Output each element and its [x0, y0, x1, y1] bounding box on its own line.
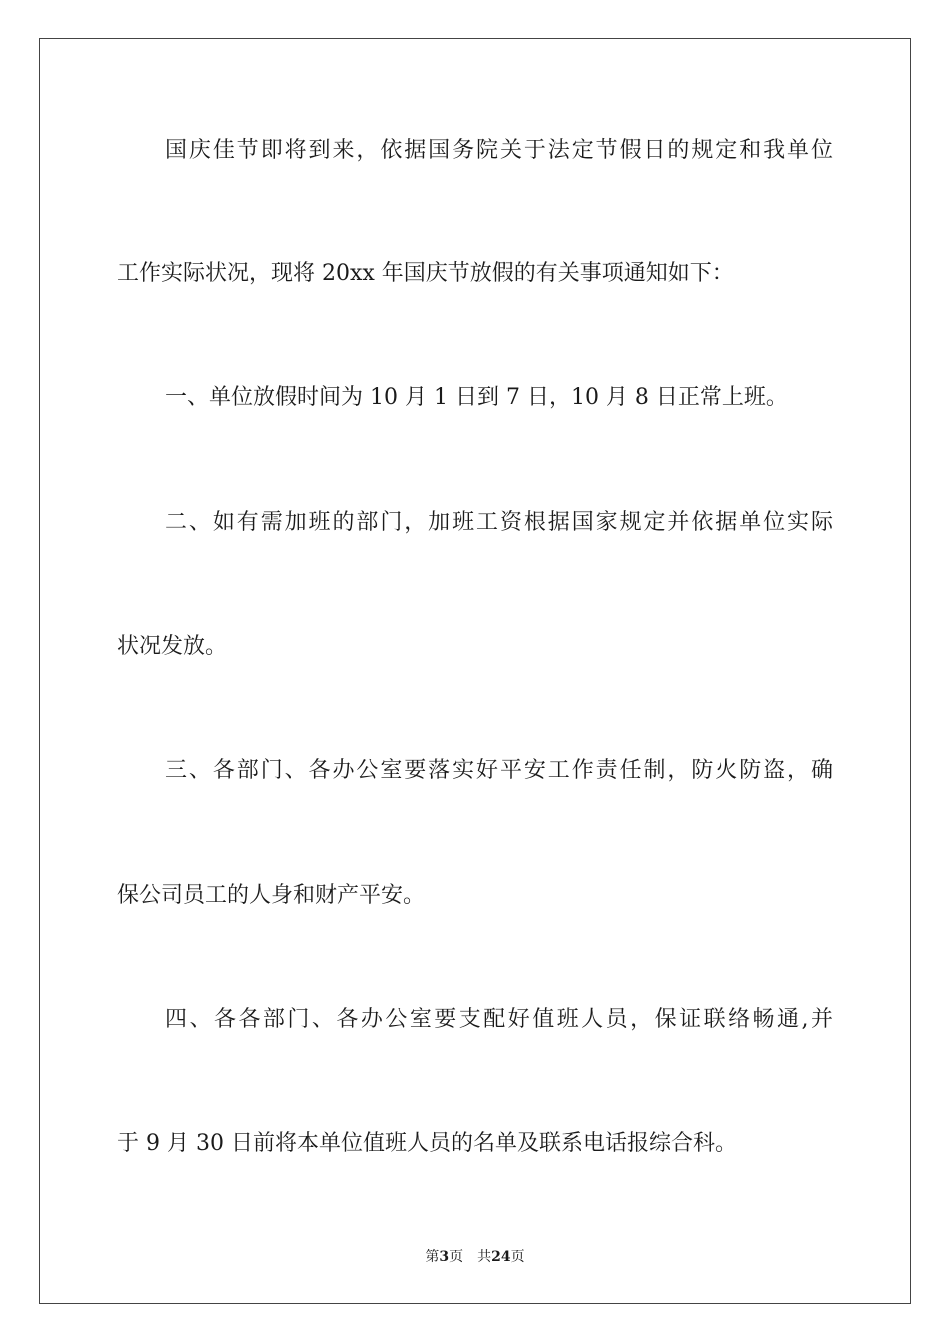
page-border [39, 38, 911, 1304]
footer-total-suffix: 页 [510, 1249, 525, 1265]
paragraph-line: 状况发放。 [117, 634, 228, 659]
footer-total-pages: 24 [491, 1249, 511, 1265]
footer-page-suffix: 页 [449, 1249, 464, 1265]
paragraph-line: 三、各部门、各办公室要落实好平安工作责任制，防火防盗，确 [165, 758, 833, 783]
paragraph-line: 一、单位放假时间为 10 月 1 日到 7 日，10 月 8 日正常上班。 [165, 385, 788, 410]
page-footer [0, 1247, 950, 1267]
paragraph-line: 保公司员工的人身和财产平安。 [117, 883, 426, 908]
footer-page-prefix: 第 [425, 1249, 440, 1265]
paragraph-line: 工作实际状况，现将 20xx 年国庆节放假的有关事项通知如下： [117, 261, 734, 286]
footer-page-number: 3 [439, 1249, 450, 1265]
paragraph-line: 二、如有需加班的部门，加班工资根据国家规定并依据单位实际 [165, 510, 833, 535]
paragraph-line: 国庆佳节即将到来，依据国务院关于法定节假日的规定和我单位 [165, 138, 833, 163]
paragraph-line: 于 9 月 30 日前将本单位值班人员的名单及联系电话报综合科。 [117, 1131, 737, 1156]
footer-total-prefix: 共 [477, 1249, 492, 1265]
paragraph-line: 四、各各部门、各办公室要支配好值班人员，保证联络畅通,并 [165, 1007, 833, 1032]
